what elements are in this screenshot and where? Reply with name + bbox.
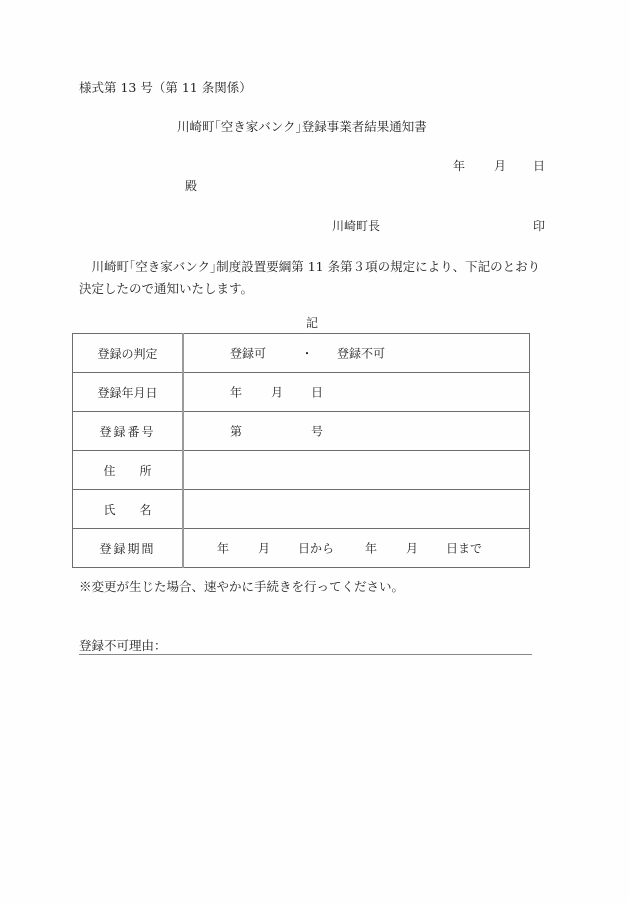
body-paragraph: 川崎町｢空き家バンク｣制度設置要綱第 11 条第３項の規定により、下記のとおり決定したので通知いたします。 bbox=[79, 259, 541, 296]
registration-number-value bbox=[183, 412, 530, 451]
row-label: 登録期間 bbox=[73, 529, 184, 568]
judgement-value bbox=[183, 334, 530, 373]
table-row-address bbox=[73, 451, 530, 490]
to-year-label: 年 bbox=[365, 541, 378, 556]
registration-date-value bbox=[183, 373, 530, 412]
day-label: 日 bbox=[311, 385, 324, 400]
number-suffix: 号 bbox=[311, 424, 324, 439]
table-row-registration-date bbox=[73, 373, 530, 412]
rejection-reason-label: 登録不可理由： bbox=[79, 638, 167, 653]
table-row-registration-period bbox=[73, 529, 530, 568]
record-table bbox=[72, 333, 530, 568]
registration-period-value bbox=[183, 529, 530, 568]
notice-text: ※変更が生じた場合、速やかに手続きを行ってください。 bbox=[79, 579, 405, 594]
to-month-label: 月 bbox=[406, 541, 419, 556]
ki-heading: 記 bbox=[306, 316, 319, 330]
from-year-label: 年 bbox=[217, 541, 230, 556]
date-year-label: 年 bbox=[453, 159, 466, 173]
seal-mark: 印 bbox=[533, 219, 546, 233]
addressee-suffix: 殿 bbox=[185, 179, 198, 193]
table-row-judgement bbox=[73, 334, 530, 373]
name-value[interactable] bbox=[183, 490, 530, 529]
to-day-label: 日まで bbox=[446, 541, 483, 556]
rejection-reason-line[interactable] bbox=[79, 640, 532, 655]
separator-dot: ・ bbox=[301, 346, 314, 361]
document-title: 川崎町｢空き家バンク｣登録事業者結果通知書 bbox=[177, 119, 427, 134]
option-approved: 登録可 bbox=[230, 346, 267, 361]
form-number: 様式第 13 号（第 11 条関係） bbox=[79, 80, 252, 95]
table-row-name bbox=[73, 490, 530, 529]
table-row-registration-number bbox=[73, 412, 530, 451]
year-label: 年 bbox=[230, 385, 243, 400]
date-month-label: 月 bbox=[494, 159, 507, 173]
date-day-label: 日 bbox=[533, 159, 546, 173]
address-value[interactable] bbox=[183, 451, 530, 490]
option-rejected: 登録不可 bbox=[337, 346, 386, 361]
row-label: 登録年月日 bbox=[73, 373, 184, 412]
sender-name: 川崎町長 bbox=[332, 219, 381, 233]
month-label: 月 bbox=[271, 385, 284, 400]
from-month-label: 月 bbox=[258, 541, 271, 556]
row-label: 住 所 bbox=[73, 451, 184, 490]
row-label: 登録番号 bbox=[73, 412, 184, 451]
row-label: 氏 名 bbox=[73, 490, 184, 529]
number-prefix: 第 bbox=[230, 424, 243, 439]
from-day-label: 日から bbox=[298, 541, 335, 556]
row-label: 登録の判定 bbox=[73, 334, 184, 373]
